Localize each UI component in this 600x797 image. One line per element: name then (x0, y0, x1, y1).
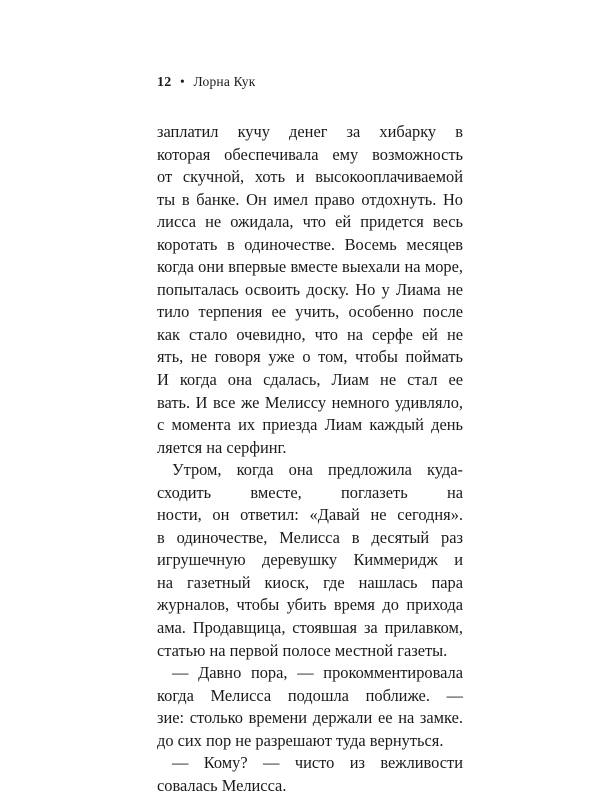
text-line: ама. Продавщица, стоявшая за прилавком, (157, 618, 463, 638)
text-line-paragraph-start: Утром, когда она предложила куда- (172, 460, 463, 480)
text-line-paragraph-end: совалась Мелисса. (157, 775, 287, 795)
text-line: когда Мелисса подошла поближе. — (157, 685, 463, 705)
body-text (157, 121, 463, 797)
header-separator: • (179, 74, 185, 89)
text-line-paragraph-start: — Кому? — чисто из вежливости (172, 753, 463, 773)
text-line: коротать в одиночестве. Восемь месяцев (157, 234, 463, 254)
author-name: Лорна Кук (193, 74, 256, 89)
text-line: как стало очевидно, что на серфе ей не (157, 324, 463, 344)
text-line: которая обеспечивала ему возможность (157, 144, 463, 164)
text-line: И когда она сдалась, Лиам не стал ее (157, 370, 463, 390)
text-line: заплатил кучу денег за хибарку в (157, 122, 463, 141)
text-line: вать. И все же Мелиссу немного удивляло, (157, 392, 463, 412)
text-line: лисса не ожидала, что ей придется весь (157, 212, 463, 232)
text-line-paragraph-start: — Давно пора, — прокомментировала (172, 663, 463, 683)
text-line: от скучной, хоть и высокооплачиваемой (157, 167, 463, 187)
text-line-paragraph-end: до сих пор не разрешают туда вернуться. (157, 730, 444, 750)
text-line: сходить вместе, поглазеть на (157, 482, 463, 502)
text-line-paragraph-end: ляется на серфинг. (157, 437, 287, 457)
text-line-paragraph-end: статью на первой полосе местной газеты. (157, 640, 448, 660)
text-line: когда они впервые вместе выехали на море, (157, 257, 463, 277)
page-number: 12 (157, 75, 172, 90)
text-line: игрушечную деревушку Киммеридж и (157, 550, 463, 570)
text-line: в одиночестве, Мелисса в десятый раз (157, 527, 463, 547)
text-line: журналов, чтобы убить время до прихода (157, 595, 463, 615)
text-line: тило терпения ее учить, особенно после (157, 302, 463, 322)
text-line: с момента их приезда Лиам каждый день (157, 415, 463, 435)
text-line: ности, он ответил: «Давай не сегодня». (157, 505, 463, 525)
text-line: ять, не говоря уже о том, чтобы поймать (157, 347, 463, 367)
text-line: ты в банке. Он имел право отдохнуть. Но (157, 189, 463, 209)
text-line: попыталась освоить доску. Но у Лиама не (157, 279, 463, 299)
text-line: на газетный киоск, где нашлась пара (157, 572, 463, 592)
running-head (157, 73, 256, 92)
text-line: зие: столько времени держали ее на замке. (157, 708, 463, 728)
